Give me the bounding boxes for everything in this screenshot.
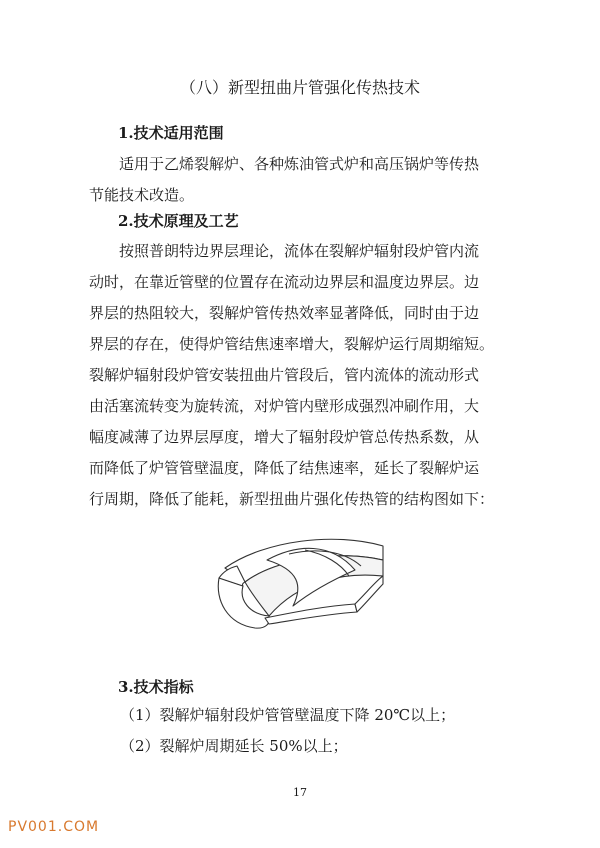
section-heading-scope: 1.技术适用范围 xyxy=(118,124,224,142)
text-line: 适用于乙烯裂解炉、各种炼油管式炉和高压锅炉等传热 xyxy=(119,155,480,173)
twisted-tube-diagram xyxy=(205,520,395,640)
section-heading-indicators: 3.技术指标 xyxy=(118,678,194,696)
page-number: 17 xyxy=(293,786,307,799)
paragraph-principle xyxy=(89,236,529,515)
text-line: 节能技术改造。 xyxy=(89,186,195,204)
list-item: （1）裂解炉辐射段炉管管壁温度下降 20℃以上； xyxy=(120,706,456,724)
text-line: 按照普朗特边界层理论，流体在裂解炉辐射段炉管内流 xyxy=(119,242,480,260)
paragraph-scope xyxy=(89,149,529,211)
text-line: 裂解炉辐射段炉管安装扭曲片管段后，管内流体的流动形式 xyxy=(89,366,480,384)
watermark: PV001.COM xyxy=(8,819,100,835)
section-heading-principle: 2.技术原理及工艺 xyxy=(118,212,239,230)
text-line: 界层的存在，使得炉管结焦速率增大，裂解炉运行周期缩短。 xyxy=(89,335,495,353)
text-line: 界层的热阻较大，裂解炉管传热效率显著降低，同时由于边 xyxy=(89,304,480,322)
page-title: （八）新型扭曲片管强化传热技术 xyxy=(179,78,420,97)
text-line: 幅度减薄了边界层厚度，增大了辐射段炉管总传热系数，从 xyxy=(89,428,480,446)
tube-section-cut xyxy=(265,604,357,624)
tube-section-cut-end xyxy=(355,576,383,612)
list-item: （2）裂解炉周期延长 50%以上； xyxy=(120,737,348,755)
text-line: 行周期，降低了能耗，新型扭曲片强化传热管的结构图如下： xyxy=(89,490,495,508)
text-line: 而降低了炉管管壁温度，降低了结焦速率，延长了裂解炉运 xyxy=(89,459,480,477)
text-line: 由活塞流转变为旋转流，对炉管内壁形成强烈冲刷作用，大 xyxy=(89,397,480,415)
text-line: 动时，在靠近管壁的位置存在流动边界层和温度边界层。边 xyxy=(89,273,480,291)
